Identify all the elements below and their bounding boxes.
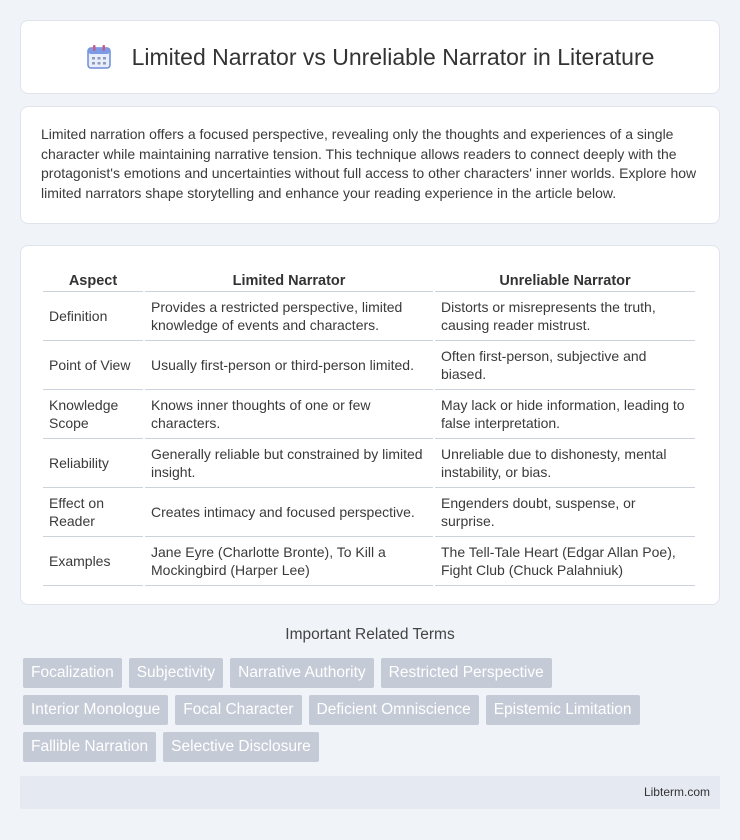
related-terms-title: Important Related Terms: [285, 626, 455, 643]
related-terms-list: [23, 658, 713, 769]
tag-row: [23, 732, 713, 762]
unreliable-cell: May lack or hide information, leading to false interpretation.: [435, 390, 695, 439]
aspect-cell: Definition: [43, 292, 143, 341]
aspect-cell: Examples: [43, 537, 143, 586]
tag-fallible-narration[interactable]: Fallible Narration: [23, 732, 156, 762]
aspect-cell: Reliability: [43, 439, 143, 488]
tag-focal-character[interactable]: Focal Character: [175, 695, 301, 725]
header-card: [20, 20, 720, 94]
intro-card: [20, 106, 720, 224]
comparison-table: [41, 266, 697, 586]
aspect-cell: Effect on Reader: [43, 488, 143, 537]
limited-cell: Provides a restricted perspective, limited knowledge of events and characters.: [145, 292, 433, 341]
unreliable-cell: Often first-person, subjective and biased.: [435, 341, 695, 390]
column-header-limited: Limited Narrator: [145, 266, 433, 292]
limited-cell: Generally reliable but constrained by limited insight.: [145, 439, 433, 488]
aspect-cell: Point of View: [43, 341, 143, 390]
column-header-aspect: Aspect: [43, 266, 143, 292]
tag-selective-disclosure[interactable]: Selective Disclosure: [163, 732, 319, 762]
limited-cell: Usually first-person or third-person limited.: [145, 341, 433, 390]
tag-interior-monologue[interactable]: Interior Monologue: [23, 695, 168, 725]
footer-site-link[interactable]: Libterm.com: [643, 785, 710, 799]
tag-narrative-authority[interactable]: Narrative Authority: [230, 658, 374, 688]
table-row: [43, 537, 695, 586]
limited-cell: Knows inner thoughts of one or few characters.: [145, 390, 433, 439]
limited-cell: Jane Eyre (Charlotte Bronte), To Kill a Mockingbird (Harper Lee): [145, 537, 433, 586]
unreliable-cell: Engenders doubt, suspense, or surprise.: [435, 488, 695, 537]
tag-restricted-perspective[interactable]: Restricted Perspective: [381, 658, 552, 688]
unreliable-cell: Distorts or misrepresents the truth, causing reader mistrust.: [435, 292, 695, 341]
aspect-cell: Knowledge Scope: [43, 390, 143, 439]
unreliable-cell: The Tell-Tale Heart (Edgar Allan Poe), Fight Club (Chuck Palahniuk): [435, 537, 695, 586]
tag-focalization[interactable]: Focalization: [23, 658, 122, 688]
table-row: [43, 292, 695, 341]
tag-deficient-omniscience[interactable]: Deficient Omniscience: [309, 695, 479, 725]
page-title: Limited Narrator vs Unreliable Narrator in Literature: [131, 43, 655, 70]
intro-text: Limited narration offers a focused perspective, revealing only the thoughts and experiences of a single character while maintaining narrative tension. This technique allows readers to connect deeply with the protagonist's emotions and uncertainties without full access to other characters' inner worlds. Explore how limited narrators shape storytelling and enhance your reading experience in the article below.: [41, 126, 697, 201]
footer: [20, 776, 720, 809]
table-row: [43, 341, 695, 390]
table-row: [43, 488, 695, 537]
table-header-row: [43, 266, 695, 292]
limited-cell: Creates intimacy and focused perspective.: [145, 488, 433, 537]
table-row: [43, 439, 695, 488]
tag-epistemic-limitation[interactable]: Epistemic Limitation: [486, 695, 640, 725]
unreliable-cell: Unreliable due to dishonesty, mental instability, or bias.: [435, 439, 695, 488]
table-row: [43, 390, 695, 439]
column-header-unreliable: Unreliable Narrator: [435, 266, 695, 292]
tag-subjectivity[interactable]: Subjectivity: [129, 658, 223, 688]
calendar-icon: [86, 44, 112, 70]
comparison-card: [20, 245, 720, 605]
tag-row: [23, 658, 713, 688]
tag-row: [23, 695, 713, 725]
